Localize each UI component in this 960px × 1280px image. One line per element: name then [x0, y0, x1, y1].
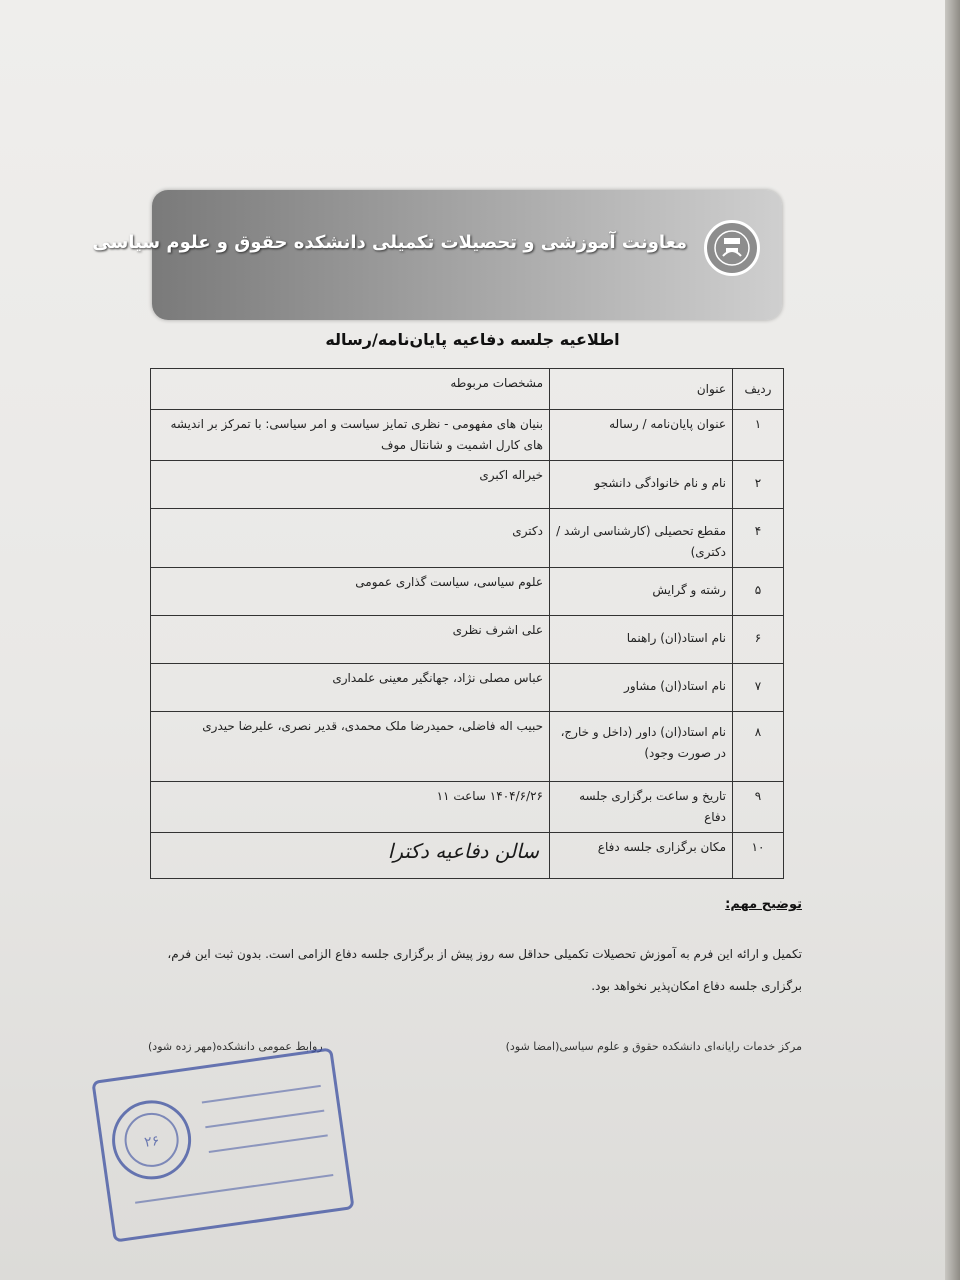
table-row [151, 712, 784, 782]
table-row [151, 509, 784, 568]
table-row [151, 410, 784, 461]
handwritten-location-text: سالن دفاعیه دکترا [387, 839, 539, 863]
header-title-col: عنوان [550, 369, 733, 410]
row-value: ۱۴۰۴/۶/۲۶ ساعت ۱۱ [151, 782, 550, 833]
row-title: نام استاد(ان) داور (داخل و خارج، در صورت وجود) [550, 712, 733, 782]
row-num: ۱ [733, 410, 784, 461]
row-num: ۴ [733, 509, 784, 568]
university-seal-icon [704, 220, 760, 276]
paper-edge [945, 0, 960, 1280]
info-table [150, 368, 784, 879]
row-num: ۸ [733, 712, 784, 782]
note-body: تکمیل و ارائه این فرم به آموزش تحصیلات تکمیلی حداقل سه روز پیش از برگزاری جلسه دفاع الزامی است. بدون ثبت این فرم، برگزاری جلسه دفاع امکان‌پذیر نخواهد بود. [167, 947, 802, 993]
row-title: تاریخ و ساعت برگزاری جلسه دفاع [550, 782, 733, 833]
row-num: ۷ [733, 664, 784, 712]
row-title: نام و نام خانوادگی دانشجو [550, 461, 733, 509]
row-value: عباس مصلی نژاد، جهانگیر معینی علمداری [151, 664, 550, 712]
row-title: رشته و گرایش [550, 568, 733, 616]
table-header-row [151, 369, 784, 410]
header-banner [92, 190, 782, 320]
table-row [151, 664, 784, 712]
row-value: دکتری [151, 509, 550, 568]
row-title: نام استاد(ان) راهنما [550, 616, 733, 664]
table-row [151, 616, 784, 664]
handwritten-location [151, 833, 550, 879]
table-row [151, 833, 784, 879]
stamp-icon [87, 1043, 358, 1246]
row-title: نام استاد(ان) مشاور [550, 664, 733, 712]
row-num: ۶ [733, 616, 784, 664]
row-value: بنیان های مفهومی - نظری تمایز سیاست و امر سیاسی: با تمرکز بر اندیشه های کارل اشمیت و شانتال موف [151, 410, 550, 461]
table-row [151, 782, 784, 833]
row-title: مکان برگزاری جلسه دفاع [550, 833, 733, 879]
row-value: خیراله اکبری [151, 461, 550, 509]
row-title: عنوان پایان‌نامه / رساله [550, 410, 733, 461]
row-value: حبیب اله فاضلی، حمیدرضا ملک محمدی، قدیر نصری، علیرضا حیدری [151, 712, 550, 782]
header-num: ردیف [733, 369, 784, 410]
row-title: مقطع تحصیلی (کارشناسی ارشد / دکتری) [550, 509, 733, 568]
form-title: اطلاعیه جلسه دفاعیه پایان‌نامه/رساله [325, 330, 620, 349]
row-value: علی اشرف نظری [151, 616, 550, 664]
svg-text:۲۶: ۲۶ [143, 1132, 161, 1151]
footer-public-relations: روابط عمومی دانشکده(مهر زده شود) [148, 1040, 323, 1053]
row-value: علوم سیاسی، سیاست گذاری عمومی [151, 568, 550, 616]
row-num: ۲ [733, 461, 784, 509]
table-row [151, 568, 784, 616]
table-row [151, 461, 784, 509]
row-num: ۵ [733, 568, 784, 616]
row-num: ۹ [733, 782, 784, 833]
footer-computer-center: مرکز خدمات رایانه‌ای دانشکده حقوق و علوم سیاسی(امضا شود) [505, 1040, 802, 1053]
header-title: معاونت آموزشی و تحصیلات تکمیلی دانشکده حقوق و علوم سیاسی [92, 232, 687, 253]
row-num: ۱۰ [733, 833, 784, 879]
note-heading: توضیح مهم: [725, 897, 802, 912]
header-details: مشخصات مربوطه [151, 369, 550, 410]
